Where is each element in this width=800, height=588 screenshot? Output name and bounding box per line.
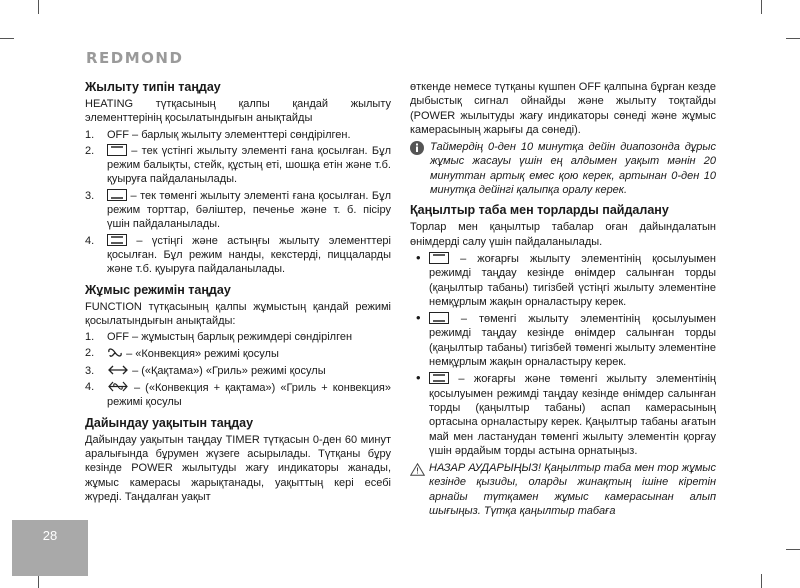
function-mode-intro: FUNCTION түтқасының қалпы жұмыстың қандай режимі қосылатындығын анықтайды: [85, 300, 391, 327]
warning-icon [410, 463, 425, 476]
function-mode-heading: Жұмыс режимін таңдау [85, 282, 231, 297]
list-item: 4. – («Конвекция + қақтама») «Гриль + конвекция» режимі қосулы [85, 381, 391, 409]
crop-mark [0, 38, 14, 39]
heating-type-intro: HEATING түтқасының қалпы қандай жылыту элементтерінің қосылатындығын анықтайды [85, 98, 391, 125]
list-item: 2. – тек үстінгі жылыту элементі ғана қосылған. Бұл режим балықты, стейк, құстың еті, шошқа етін және т.б. қуыруға пайдаланылады. [85, 144, 391, 186]
crop-mark [761, 574, 762, 588]
list-item: • – жоғарғы жылыту элементінің қосылуымен режимді таңдау кезінде өнімдер салынған торды (қаңылтыр табаны) тигізбей үстіңгі жылыту элементіне немқұрлым жақын орналастыру керек. [416, 249, 717, 308]
trays-racks-intro: Торлар мен қаңылтыр табалар оған дайындалатын өнімдерді салу үшін пайдаланылады. [410, 221, 716, 248]
trays-racks-heading: Қаңылтыр таба мен торларды пайдалану [410, 203, 669, 218]
right-column [410, 80, 716, 518]
crop-mark [761, 0, 762, 14]
timer-info-note: Таймердің 0-ден 10 минутқа дейін диапозонда дұрыс жұмыс жасауы үшін ең алдымен уақыт мәнін 20 минуттан артық емес қою керек, артынан 0-ден 10 минутқа дейінгі қалыпқа оралу керек. [410, 140, 716, 197]
bottom-heater-icon [429, 312, 449, 324]
brand-logo: REDMOND [86, 49, 184, 67]
list-item: • – жоғарғы және төменгі жылыту элементінің қосылуымен режимді таңдау кезінде өнімдер салынған торды (қаңылтыр табаны) аспап камерасының ортасына орналастыру керек. Қаңылтыр табаны ағатын май мен ластанудан төменгі жылыту элементін қорғау үшін әрдайым торды астына орнатыңыз. [416, 370, 716, 457]
cooking-time-text: Дайындау уақытын таңдау TIMER түтқасын 0-ден 60 минут аралығында бұрумен жүзеге асырылады. Түтқаны бұру кезінде POWER жылытуды жағу индикаторы жанады, жұмыс камерасы жарықтанады, уақыттың кері есебі жүреді. Таңдалған уақыт [85, 433, 391, 503]
left-column [85, 80, 391, 504]
cooking-time-heading: Дайындау уақытын таңдау [85, 415, 254, 430]
list-item: 2. – «Конвекция» режимі қосулы [85, 347, 279, 361]
grill-convection-icon [107, 380, 129, 393]
top-bottom-heater-icon [107, 234, 127, 246]
top-heater-icon [107, 144, 127, 156]
bottom-heater-icon [107, 189, 127, 201]
trays-racks-list [410, 249, 717, 458]
grill-icon [107, 364, 129, 376]
crop-mark [786, 549, 800, 550]
heating-type-list [85, 128, 391, 277]
convection-fan-icon [107, 346, 123, 359]
crop-mark [38, 574, 39, 588]
page-number-box [12, 520, 88, 576]
crop-mark [38, 0, 39, 14]
attention-note: НАЗАР АУДАРЫҢЫЗ! Қаңылтыр таба мен тор жұмыс кезінде қызиды, оларды жинақтың ішіне кіретін арнайы түтқамен жұмыс камерасынан алып шығыңыз. Түтқа қаңылтыр табаға [410, 461, 716, 518]
list-item: 3. – тек төменгі жылыту элементі ғана қосылған. Бұл режим торттар, бәліштер, печенье және т. б. пісіру үшін пайдаланылады. [85, 189, 392, 231]
heating-type-heading: Жылыту типін таңдау [85, 80, 221, 94]
crop-mark [786, 38, 800, 39]
top-heater-icon [429, 252, 449, 264]
list-item: 1. OFF – барлық жылыту элементтері сөндірілген. [85, 128, 351, 141]
page-number: 28 [42, 528, 58, 543]
info-icon [410, 141, 424, 155]
cooking-time-continuation: өткенде немесе түтқаны күшпен OFF қалпына бұрған кезде дыбыстық сигнал ойнайды және жылыту тоқтайды (POWER жылытуды жағу индикаторы сөнеді және жұмыс камерасының жарығы да сөнеді). [410, 81, 716, 136]
list-item: 3. – («Қақтама») «Гриль» режимі қосулы [85, 364, 326, 377]
list-item: 1. OFF – жұмыстың барлық режимдері сөндірілген [85, 331, 353, 344]
top-bottom-heater-icon [429, 372, 449, 384]
function-mode-list [85, 330, 391, 409]
list-item: 4. – үстіңгі және астыңғы жылыту элементтері қосылған. Бұл режим нанды, кекстерді, пиццаларды және т.б. қуыруға пайдаланылады. [85, 234, 391, 276]
list-item: • – төменгі жылыту элементінің қосылуымен режимді таңдау кезінде өнімдер салынған торды (қаңылтыр табаны) тигізбей төменгі жылыту элементіне немқұрлым жақын орналастыру керек. [416, 310, 716, 369]
